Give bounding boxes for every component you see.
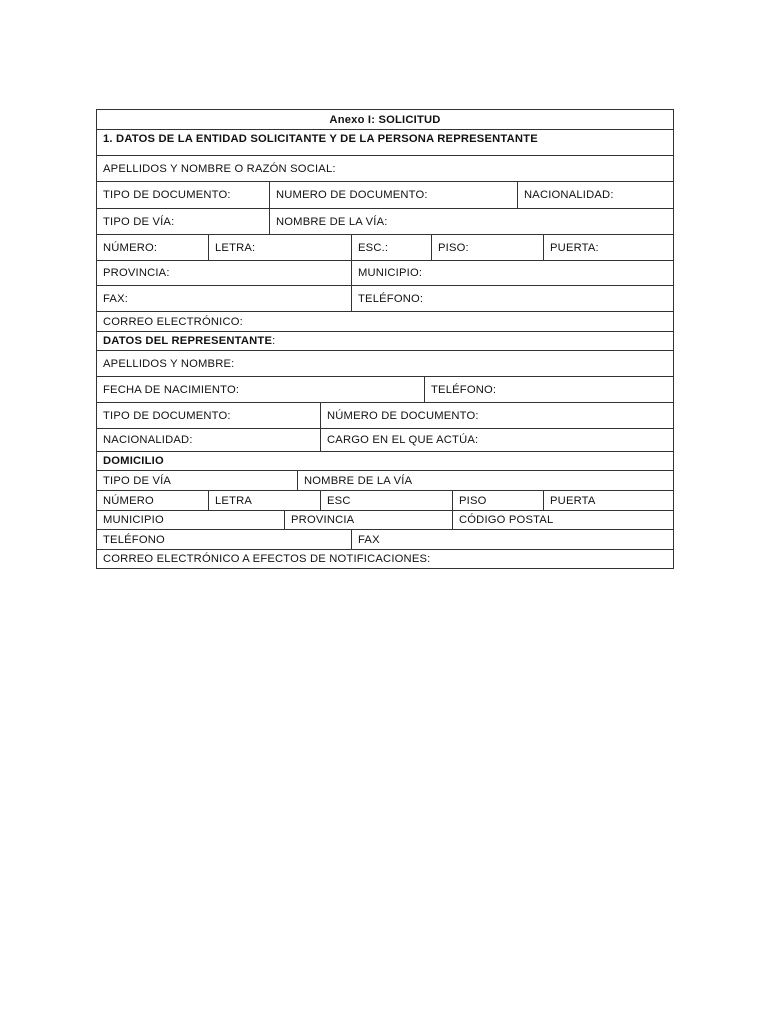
domicile-heading: DOMICILIO [103,455,164,467]
rep-doc-type-field[interactable]: TIPO DE DOCUMENTO: [103,409,231,422]
domicile-stair-field[interactable]: ESC [320,491,452,510]
section1-heading: 1. DATOS DE LA ENTIDAD SOLICITANTE Y DE LA PERSONA REPRESENTANTE [103,133,538,145]
rep-name-field[interactable]: APELLIDOS Y NOMBRE: [103,357,235,370]
entity-province-field[interactable]: PROVINCIA: [103,267,170,279]
rep-birthdate-field[interactable]: FECHA DE NACIMIENTO: [103,383,240,396]
rep-birth-row [97,376,673,402]
rep-name-row [97,350,673,376]
entity-door-field[interactable]: PUERTA: [543,235,673,260]
domicile-address-row [97,490,673,510]
entity-email-field[interactable]: CORREO ELECTRÓNICO: [103,316,243,328]
domicile-floor-field[interactable]: PISO [452,491,543,510]
entity-document-row [97,181,673,208]
domicile-street-row [97,470,673,490]
entity-street-type-field[interactable]: TIPO DE VÍA: [103,215,175,228]
domicile-phone-field[interactable]: TELÉFONO [103,533,165,546]
entity-contact-row [97,285,673,311]
entity-street-row [97,208,673,234]
entity-phone-field[interactable]: TELÉFONO: [351,286,673,311]
entity-municipality-field[interactable]: MUNICIPIO: [351,261,673,285]
entity-stair-field[interactable]: ESC.: [351,235,431,260]
form-title: Anexo I: SOLICITUD [329,113,441,126]
entity-fax-field[interactable]: FAX: [103,292,129,305]
domicile-heading-row [97,451,673,470]
entity-name-row [97,155,673,181]
domicile-email-field[interactable]: CORREO ELECTRÓNICO A EFECTOS DE NOTIFICACIONES: [103,553,431,565]
entity-doc-type-field[interactable]: TIPO DE DOCUMENTO: [103,189,231,201]
domicile-locality-row [97,510,673,529]
domicile-letter-field[interactable]: LETRA [208,491,320,510]
domicile-contact-row [97,529,673,549]
domicile-street-name-field[interactable]: NOMBRE DE LA VÍA [297,471,673,490]
entity-letter-field[interactable]: LETRA: [208,235,351,260]
entity-number-field[interactable]: NÚMERO: [103,241,158,254]
domicile-street-type-field[interactable]: TIPO DE VÍA [103,474,172,487]
domicile-province-field[interactable]: PROVINCIA [284,511,452,529]
domicile-fax-field[interactable]: FAX [351,530,673,549]
representative-heading-text: DATOS DEL REPRESENTANTE [103,335,273,347]
rep-nationality-row [97,428,673,451]
entity-locality-row [97,260,673,285]
domicile-municipality-field[interactable]: MUNICIPIO [103,514,164,526]
domicile-number-field[interactable]: NÚMERO [103,494,154,507]
rep-doc-number-field[interactable]: NÚMERO DE DOCUMENTO: [320,403,673,428]
domicile-door-field[interactable]: PUERTA [543,491,673,510]
entity-address-row [97,234,673,260]
rep-phone-field[interactable]: TELÉFONO: [424,377,673,402]
representative-heading-row [97,331,673,350]
entity-doc-number-field[interactable]: NUMERO DE DOCUMENTO: [269,182,517,208]
domicile-postal-code-field[interactable]: CÓDIGO POSTAL [452,511,673,529]
section1-heading-row [97,129,673,155]
application-form [96,109,674,569]
rep-nationality-field[interactable]: NACIONALIDAD: [103,434,193,446]
entity-name-field[interactable]: APELLIDOS Y NOMBRE O RAZÓN SOCIAL: [103,162,336,175]
entity-street-name-field[interactable]: NOMBRE DE LA VÍA: [269,209,673,234]
rep-position-field[interactable]: CARGO EN EL QUE ACTÚA: [320,429,673,451]
representative-heading-colon: : [272,335,276,347]
entity-email-row [97,311,673,331]
rep-document-row [97,402,673,428]
entity-nationality-field[interactable]: NACIONALIDAD: [517,182,673,208]
representative-heading [97,332,673,350]
form-title-row [97,110,673,129]
entity-floor-field[interactable]: PISO: [431,235,543,260]
domicile-email-row [97,549,673,568]
